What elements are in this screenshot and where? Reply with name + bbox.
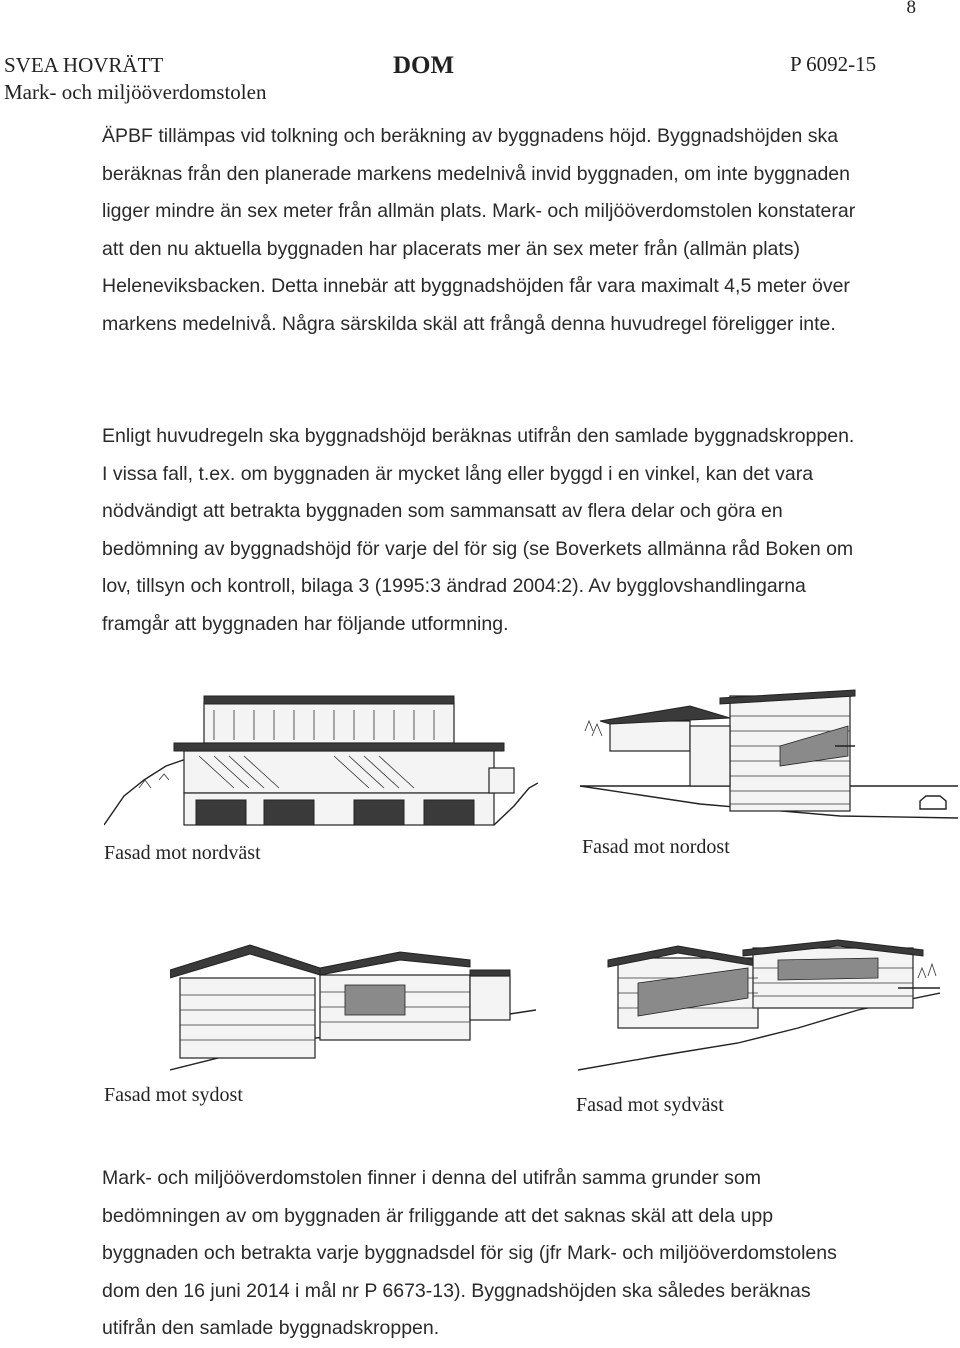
court-name: SVEA HOVRÄTT: [4, 53, 164, 77]
elevation-southwest-drawing: [578, 938, 940, 1078]
paragraph-2: Enligt huvudregeln ska byggnadshöjd beräknas utifrån den samlade byggnadskroppen. I vissa fall, t.ex. om byggnaden är mycket lång eller byggd i en vinkel, kan det vara nödvändigt att betrakta byggnaden som sammansatt av flera delar och göra en bedömning av byggnadshöjd för varje del för sig (se Boverkets allmänna råd Boken om lov, tillsyn och kontroll, bilaga 3 (1995:3 ändrad 2004:2). Av bygglovshandlingarna framgår att byggnaden har följande utformning.: [102, 425, 855, 635]
elevation-northwest-drawing: [104, 688, 538, 826]
header-left: [4, 52, 266, 106]
elevation-northeast-drawing: [580, 686, 958, 822]
elevation-southeast-drawing: [170, 940, 536, 1075]
paragraph-1: ÄPBF tillämpas vid tolkning och beräkning av byggnadens höjd. Byggnadshöjden ska beräknas från den planerade markens medelnivå invid byggnaden, om inte byggnaden ligger mindre än sex meter från allmän plats. Mark- och miljööverdomstolen konstaterar att den nu aktuella byggnaden har placerats mer än sex meter från (allmän plats) Heleneviksbacken. Detta innebär att byggnadshöjden får vara maximalt 4,5 meter över markens medelnivå. Några särskilda skäl att frångå denna huvudregel föreligger inte.: [102, 125, 856, 335]
page-number: 8: [906, 0, 916, 18]
caption-southeast: Fasad mot sydost: [104, 1084, 243, 1106]
paragraph-3: Mark- och miljööverdomstolen finner i denna del utifrån samma grunder som bedömningen av om byggnaden är friliggande att det saknas skäl att dela upp byggnaden och betrakta varje byggnadsdel för sig (jfr Mark- och miljööverdomstolens dom den 16 juni 2014 i mål nr P 6673-13). Byggnadshöjden ska således beräknas utifrån den samlade byggnadskroppen.: [102, 1167, 837, 1340]
caption-northeast: Fasad mot nordost: [582, 836, 730, 858]
caption-southwest: Fasad mot sydväst: [576, 1094, 724, 1116]
caption-northwest: Fasad mot nordväst: [104, 842, 261, 864]
division-name: Mark- och miljööverdomstolen: [4, 80, 267, 104]
case-number: P 6092-15: [790, 52, 877, 76]
document-type: DOM: [393, 52, 455, 79]
